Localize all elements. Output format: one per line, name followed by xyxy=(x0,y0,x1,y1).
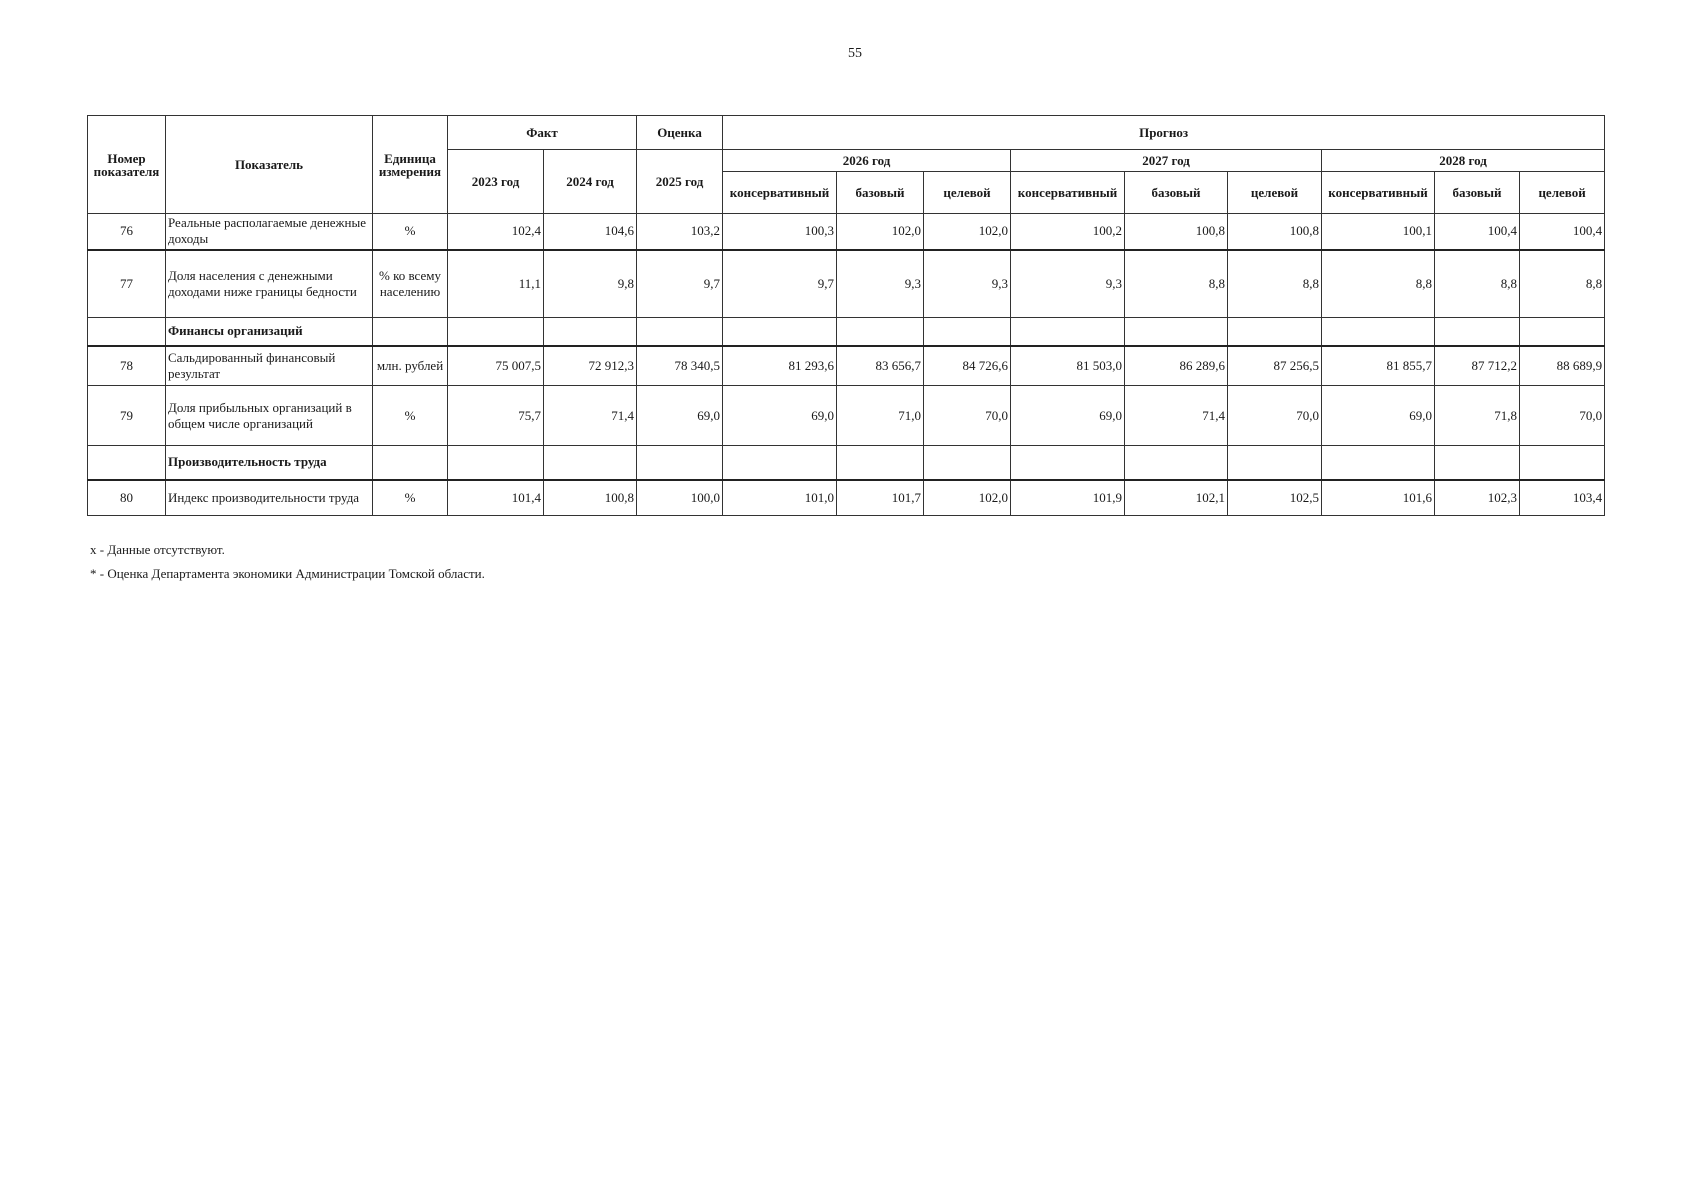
empty-cell xyxy=(1435,318,1520,346)
cell-2024: 104,6 xyxy=(544,214,637,250)
header-row-1 xyxy=(88,116,1605,150)
empty-cell xyxy=(637,318,723,346)
row-indicator: Индекс производительности труда xyxy=(166,480,373,516)
empty-cell xyxy=(544,446,637,480)
cell-2026-base: 102,0 xyxy=(837,214,924,250)
empty-cell xyxy=(1011,446,1125,480)
cell-2027-conservative: 101,9 xyxy=(1011,480,1125,516)
empty-cell xyxy=(448,446,544,480)
cell-2028-target: 103,4 xyxy=(1520,480,1605,516)
empty-cell xyxy=(1125,318,1228,346)
header-num: Номер показателя xyxy=(88,116,166,214)
cell-2026-conservative: 81 293,6 xyxy=(723,346,837,386)
header-year-2025: 2025 год xyxy=(637,150,723,214)
empty-cell xyxy=(1125,446,1228,480)
header-2028-base: базовый xyxy=(1435,172,1520,214)
header-fact: Факт xyxy=(448,116,637,150)
header-estimate: Оценка xyxy=(637,116,723,150)
empty-cell xyxy=(1011,318,1125,346)
cell-2026-target: 9,3 xyxy=(924,250,1011,318)
row-num: 76 xyxy=(88,214,166,250)
table-row xyxy=(88,480,1605,516)
header-forecast: Прогноз xyxy=(723,116,1605,150)
footnote-missing-data: х - Данные отсутствуют. xyxy=(90,542,225,557)
cell-2028-target: 100,4 xyxy=(1520,214,1605,250)
header-2026-base: базовый xyxy=(837,172,924,214)
cell-2028-conservative: 81 855,7 xyxy=(1322,346,1435,386)
row-indicator: Сальдированный финансовый результат xyxy=(166,346,373,386)
row-num: 80 xyxy=(88,480,166,516)
row-unit: % xyxy=(373,386,448,446)
row-num: 77 xyxy=(88,250,166,318)
cell-2027-base: 100,8 xyxy=(1125,214,1228,250)
footnote-estimate-source: * - Оценка Департамента экономики Администрации Томской области. xyxy=(90,566,485,581)
cell-2024: 100,8 xyxy=(544,480,637,516)
cell-2026-conservative: 101,0 xyxy=(723,480,837,516)
footnotes xyxy=(90,538,485,586)
row-indicator: Доля прибыльных организаций в общем числе организаций xyxy=(166,386,373,446)
empty-cell xyxy=(544,318,637,346)
cell-2027-conservative: 69,0 xyxy=(1011,386,1125,446)
cell-2026-target: 70,0 xyxy=(924,386,1011,446)
empty-cell xyxy=(924,446,1011,480)
header-2026-target: целевой xyxy=(924,172,1011,214)
row-unit: млн. рублей xyxy=(373,346,448,386)
cell-2028-target: 70,0 xyxy=(1520,386,1605,446)
row-num: 79 xyxy=(88,386,166,446)
cell-2026-conservative: 100,3 xyxy=(723,214,837,250)
cell-2027-conservative: 81 503,0 xyxy=(1011,346,1125,386)
empty-cell xyxy=(1228,446,1322,480)
row-unit: % ко всему населению xyxy=(373,250,448,318)
cell-2028-conservative: 69,0 xyxy=(1322,386,1435,446)
header-year-2026: 2026 год xyxy=(723,150,1011,172)
cell-2027-base: 71,4 xyxy=(1125,386,1228,446)
cell-2023: 75,7 xyxy=(448,386,544,446)
empty-cell xyxy=(723,318,837,346)
cell-2027-target: 87 256,5 xyxy=(1228,346,1322,386)
row-unit: % xyxy=(373,480,448,516)
cell-2026-base: 71,0 xyxy=(837,386,924,446)
header-2027-base: базовый xyxy=(1125,172,1228,214)
empty-cell xyxy=(88,318,166,346)
cell-2028-target: 88 689,9 xyxy=(1520,346,1605,386)
cell-2026-base: 83 656,7 xyxy=(837,346,924,386)
cell-2028-conservative: 101,6 xyxy=(1322,480,1435,516)
cell-2025: 69,0 xyxy=(637,386,723,446)
header-year-2023: 2023 год xyxy=(448,150,544,214)
cell-2028-conservative: 100,1 xyxy=(1322,214,1435,250)
empty-cell xyxy=(373,446,448,480)
empty-cell xyxy=(1322,318,1435,346)
header-2026-conservative: консервативный xyxy=(723,172,837,214)
cell-2028-base: 100,4 xyxy=(1435,214,1520,250)
header-name: Показатель xyxy=(166,116,373,214)
cell-2025: 78 340,5 xyxy=(637,346,723,386)
section-title-finance: Финансы организаций xyxy=(166,318,373,346)
cell-2028-target: 8,8 xyxy=(1520,250,1605,318)
cell-2028-conservative: 8,8 xyxy=(1322,250,1435,318)
table-row xyxy=(88,386,1605,446)
cell-2026-target: 102,0 xyxy=(924,480,1011,516)
cell-2027-base: 8,8 xyxy=(1125,250,1228,318)
empty-cell xyxy=(637,446,723,480)
row-indicator: Реальные располагаемые денежные доходы xyxy=(166,214,373,250)
empty-cell xyxy=(723,446,837,480)
empty-cell xyxy=(373,318,448,346)
cell-2026-conservative: 9,7 xyxy=(723,250,837,318)
cell-2026-conservative: 69,0 xyxy=(723,386,837,446)
page-number: 55 xyxy=(848,46,862,61)
cell-2024: 71,4 xyxy=(544,386,637,446)
header-2028-target: целевой xyxy=(1520,172,1605,214)
section-row xyxy=(88,318,1605,346)
cell-2028-base: 102,3 xyxy=(1435,480,1520,516)
table-row xyxy=(88,346,1605,386)
cell-2025: 100,0 xyxy=(637,480,723,516)
header-2027-conservative: консервативный xyxy=(1011,172,1125,214)
cell-2027-target: 102,5 xyxy=(1228,480,1322,516)
cell-2023: 75 007,5 xyxy=(448,346,544,386)
header-2028-conservative: консервативный xyxy=(1322,172,1435,214)
row-indicator: Доля населения с денежными доходами ниже границы бедности xyxy=(166,250,373,318)
cell-2026-base: 9,3 xyxy=(837,250,924,318)
cell-2027-target: 70,0 xyxy=(1228,386,1322,446)
empty-cell xyxy=(1322,446,1435,480)
cell-2024: 9,8 xyxy=(544,250,637,318)
empty-cell xyxy=(837,446,924,480)
cell-2025: 9,7 xyxy=(637,250,723,318)
cell-2028-base: 71,8 xyxy=(1435,386,1520,446)
table-row xyxy=(88,214,1605,250)
empty-cell xyxy=(1520,446,1605,480)
cell-2023: 11,1 xyxy=(448,250,544,318)
cell-2026-target: 84 726,6 xyxy=(924,346,1011,386)
header-year-2024: 2024 год xyxy=(544,150,637,214)
cell-2028-base: 87 712,2 xyxy=(1435,346,1520,386)
cell-2026-target: 102,0 xyxy=(924,214,1011,250)
row-num: 78 xyxy=(88,346,166,386)
section-title-productivity: Производительность труда xyxy=(166,446,373,480)
cell-2027-target: 100,8 xyxy=(1228,214,1322,250)
cell-2027-base: 102,1 xyxy=(1125,480,1228,516)
section-row xyxy=(88,446,1605,480)
cell-2027-conservative: 100,2 xyxy=(1011,214,1125,250)
cell-2027-base: 86 289,6 xyxy=(1125,346,1228,386)
table-row xyxy=(88,250,1605,318)
header-year-2027: 2027 год xyxy=(1011,150,1322,172)
cell-2027-target: 8,8 xyxy=(1228,250,1322,318)
cell-2025: 103,2 xyxy=(637,214,723,250)
empty-cell xyxy=(1435,446,1520,480)
cell-2023: 101,4 xyxy=(448,480,544,516)
row-unit: % xyxy=(373,214,448,250)
cell-2026-base: 101,7 xyxy=(837,480,924,516)
cell-2023: 102,4 xyxy=(448,214,544,250)
empty-cell xyxy=(1520,318,1605,346)
empty-cell xyxy=(924,318,1011,346)
forecast-table xyxy=(87,115,1605,516)
cell-2028-base: 8,8 xyxy=(1435,250,1520,318)
header-year-2028: 2028 год xyxy=(1322,150,1605,172)
empty-cell xyxy=(448,318,544,346)
empty-cell xyxy=(1228,318,1322,346)
header-2027-target: целевой xyxy=(1228,172,1322,214)
cell-2024: 72 912,3 xyxy=(544,346,637,386)
empty-cell xyxy=(837,318,924,346)
empty-cell xyxy=(88,446,166,480)
cell-2027-conservative: 9,3 xyxy=(1011,250,1125,318)
header-unit: Единица измерения xyxy=(373,116,448,214)
